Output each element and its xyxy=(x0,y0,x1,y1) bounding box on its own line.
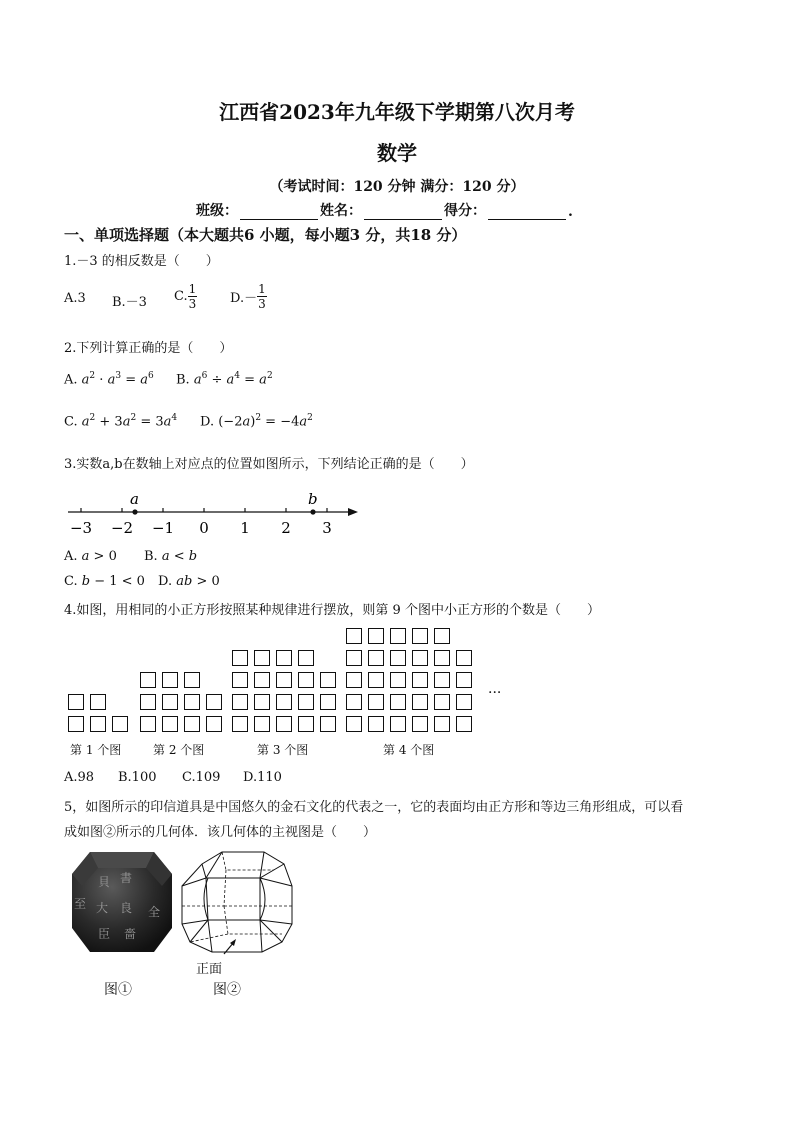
q4-option-c: C.109 xyxy=(182,770,221,785)
q3-option-c: C. b − 1 < 0 xyxy=(64,574,145,589)
pattern-square xyxy=(206,716,222,732)
pattern-square xyxy=(140,716,156,732)
class-blank[interactable] xyxy=(240,205,318,220)
figure-1-caption: 第 1 个图 xyxy=(70,743,122,757)
pattern-square xyxy=(232,694,248,710)
score-blank[interactable] xyxy=(488,205,566,220)
pattern-square xyxy=(412,716,428,732)
number-line-figure xyxy=(60,488,370,540)
q2-option-d: D. $(-2a)^2 = -4a^2$ xyxy=(200,413,313,430)
pattern-square xyxy=(412,650,428,666)
pattern-square xyxy=(346,650,362,666)
pattern-square xyxy=(254,716,270,732)
pattern-square xyxy=(276,672,292,688)
figure-3-caption: 第 3 个图 xyxy=(257,743,309,757)
pattern-square xyxy=(320,694,336,710)
figure-2-caption: 第 2 个图 xyxy=(153,743,205,757)
pattern-square xyxy=(254,650,270,666)
pattern-square xyxy=(184,716,200,732)
seal-engraving-1: 貝 xyxy=(98,875,111,889)
number-line-tick-label: −1 xyxy=(151,519,175,537)
pattern-square xyxy=(368,628,384,644)
pattern-square xyxy=(368,672,384,688)
pattern-square xyxy=(390,694,406,710)
q2-option-b: B. $a^6 \div a^4 = a^2$ xyxy=(176,371,273,388)
seal-engraving-3: 大 xyxy=(96,901,109,915)
pattern-square xyxy=(162,672,178,688)
polyhedron-figure xyxy=(178,846,296,958)
exam-subject: 数学 xyxy=(377,141,417,165)
front-view-label: 正面 xyxy=(196,962,223,977)
pattern-square xyxy=(456,694,472,710)
q1-option-a: A.3 xyxy=(64,291,86,306)
figure-4-caption: 第 4 个图 xyxy=(383,743,435,757)
pattern-square xyxy=(320,672,336,688)
pattern-square xyxy=(232,716,248,732)
q3-option-b: B. a < b xyxy=(144,549,198,564)
pattern-square xyxy=(254,694,270,710)
figure-polyhedron-caption: 图② xyxy=(213,982,241,998)
seal-engraving-6: 臣 xyxy=(98,927,111,941)
q3-option-a: A. a > 0 xyxy=(64,549,117,564)
number-line-tick-label: −3 xyxy=(69,519,93,537)
seal-photo xyxy=(68,846,176,956)
pattern-square xyxy=(456,650,472,666)
pattern-square xyxy=(232,672,248,688)
q1-d-fraction: $\frac{1}{3}$ xyxy=(258,282,266,311)
point-a-label: a xyxy=(130,490,139,508)
pattern-square xyxy=(112,716,128,732)
seal-engraving-8: 至 xyxy=(74,897,87,911)
pattern-square xyxy=(298,672,314,688)
pattern-square xyxy=(412,672,428,688)
number-line-tick-label: 1 xyxy=(240,519,250,537)
point-b-dot xyxy=(310,509,315,514)
q1-stem: 1.－3 的相反数是（ ） xyxy=(64,254,219,269)
pattern-square xyxy=(390,628,406,644)
section-1-heading: 一、单项选择题（本大题共6 小题，每小题3 分，共18 分） xyxy=(64,226,467,244)
student-info-line xyxy=(196,200,573,220)
pattern-square xyxy=(346,672,362,688)
pattern-square xyxy=(254,672,270,688)
pattern-square xyxy=(68,694,84,710)
q4-stem: 4.如图，用相同的小正方形按照某种规律进行摆放，则第 9 个图中小正方形的个数是（ ） xyxy=(64,603,600,618)
name-blank[interactable] xyxy=(364,205,442,220)
number-line-tick-label: −2 xyxy=(110,519,134,537)
pattern-square xyxy=(68,716,84,732)
q4-option-d: D.110 xyxy=(243,770,282,785)
pattern-square xyxy=(90,694,106,710)
pattern-square xyxy=(206,694,222,710)
pattern-square xyxy=(276,650,292,666)
pattern-square xyxy=(412,694,428,710)
pattern-square xyxy=(346,694,362,710)
pattern-square xyxy=(456,672,472,688)
pattern-square xyxy=(434,650,450,666)
pattern-square xyxy=(434,694,450,710)
pattern-square xyxy=(298,694,314,710)
pattern-ellipsis: ··· xyxy=(488,685,502,701)
pattern-square xyxy=(456,716,472,732)
seal-engraving-4: 良 xyxy=(120,901,133,915)
q3-stem: 3.实数a,b在数轴上对应点的位置如图所示，下列结论正确的是（ ） xyxy=(64,457,474,472)
number-line-tick-label: 0 xyxy=(199,519,209,537)
q5-stem-line2: 成如图②所示的几何体．该几何体的主视图是（ ） xyxy=(64,825,377,840)
point-b-label: b xyxy=(308,490,318,508)
pattern-square xyxy=(390,672,406,688)
pattern-square xyxy=(412,628,428,644)
pattern-square xyxy=(140,672,156,688)
point-a-dot xyxy=(132,509,137,514)
pattern-square xyxy=(390,716,406,732)
pattern-square xyxy=(368,650,384,666)
end-dot: . xyxy=(568,204,573,220)
figure-seal-caption: 图① xyxy=(104,982,132,998)
pattern-square xyxy=(298,716,314,732)
pattern-square xyxy=(276,716,292,732)
q2-stem: 2.下列计算正确的是（ ） xyxy=(64,341,233,356)
q1-c-fraction: $\frac{1}{3}$ xyxy=(188,282,197,311)
pattern-square xyxy=(434,628,450,644)
pattern-square xyxy=(434,716,450,732)
q4-option-a: A.98 xyxy=(64,770,95,785)
pattern-square xyxy=(434,672,450,688)
number-line-tick-label: 3 xyxy=(322,519,332,537)
score-label: 得分： xyxy=(444,203,486,219)
pattern-square xyxy=(232,650,248,666)
seal-engraving-5: 全 xyxy=(148,905,161,919)
pattern-square xyxy=(140,694,156,710)
pattern-square xyxy=(390,650,406,666)
pattern-square xyxy=(162,694,178,710)
pattern-square xyxy=(368,694,384,710)
pattern-square xyxy=(298,650,314,666)
q3-option-d: D. ab > 0 xyxy=(158,574,220,589)
pattern-square xyxy=(320,716,336,732)
pattern-square xyxy=(162,716,178,732)
q4-option-b: B.100 xyxy=(118,770,157,785)
pattern-square xyxy=(276,694,292,710)
pattern-square xyxy=(346,716,362,732)
name-label: 姓名： xyxy=(320,203,362,219)
q2-option-c: C. $a^2 + 3a^2 = 3a^4$ xyxy=(64,413,178,430)
seal-engraving-7: 嗇 xyxy=(124,927,137,941)
q2-option-a: A. $a^2 \cdot a^3 = a^6$ xyxy=(64,371,154,388)
pattern-square xyxy=(368,716,384,732)
number-line-arrow xyxy=(348,508,358,516)
pattern-square xyxy=(184,694,200,710)
q5-stem-line1: 5，如图所示的印信道具是中国悠久的金石文化的代表之一，它的表面均由正方形和等边三角形组成，可以看 xyxy=(64,800,684,815)
q1-option-c: C. $\frac{1}{3}$ xyxy=(174,282,197,311)
pattern-square xyxy=(346,628,362,644)
pattern-square xyxy=(184,672,200,688)
exam-meta: （考试时间：120 分钟 满分：120 分） xyxy=(269,179,525,195)
number-line-tick-label: 2 xyxy=(281,519,291,537)
class-label: 班级： xyxy=(196,203,238,219)
seal-engraving-2: 書 xyxy=(120,871,133,885)
exam-title: 江西省2023年九年级下学期第八次月考 xyxy=(219,100,575,124)
q1-option-d: D.－ $\frac{1}{3}$ xyxy=(230,282,266,311)
q1-option-b: B.－3 xyxy=(112,295,147,310)
pattern-square xyxy=(90,716,106,732)
